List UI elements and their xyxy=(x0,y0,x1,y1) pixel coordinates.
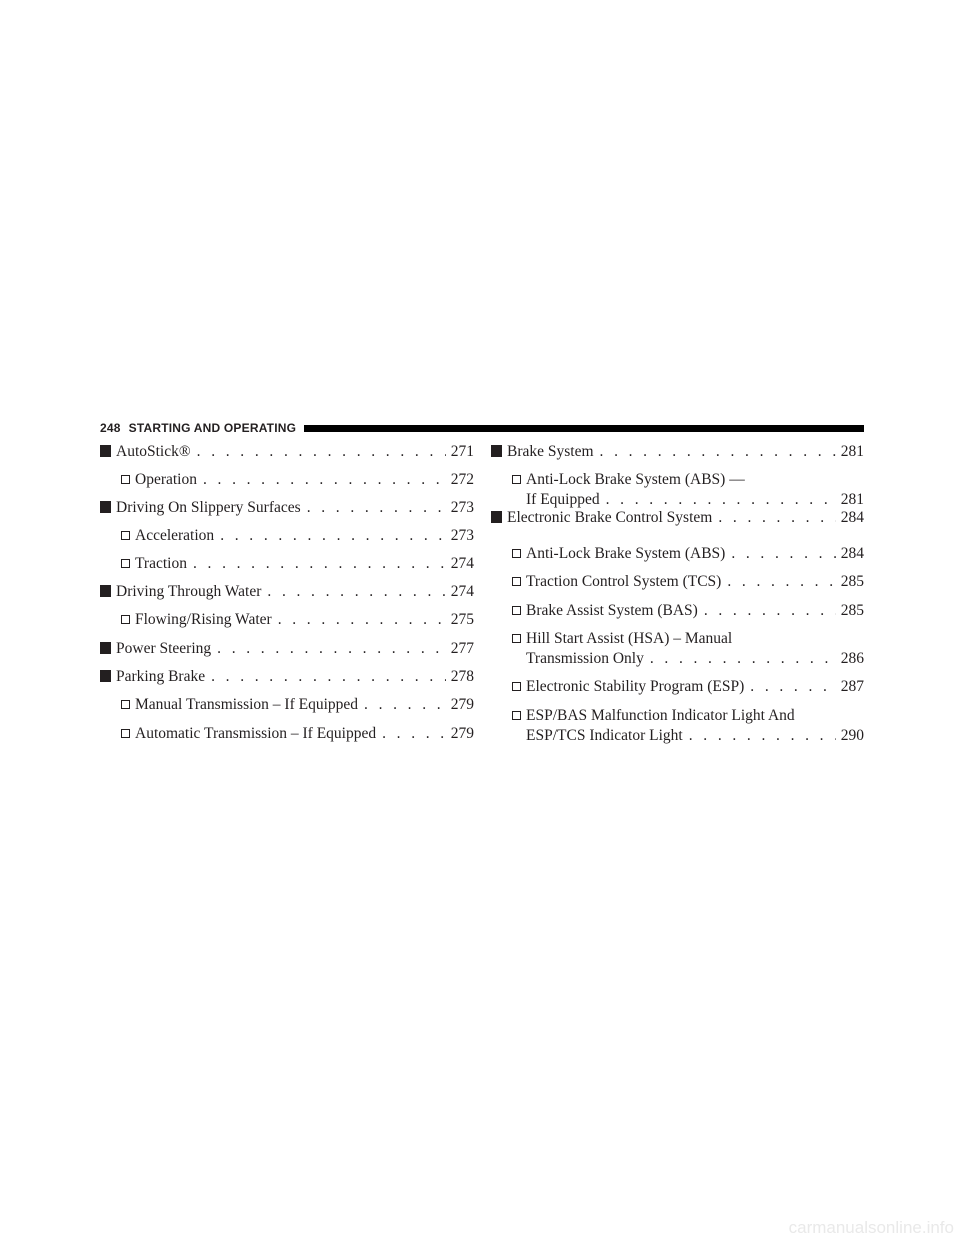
toc-page-number: 286 xyxy=(840,650,864,667)
hollow-square-bullet-icon xyxy=(121,559,130,568)
dot-leader xyxy=(718,508,836,528)
dot-leader xyxy=(307,498,446,518)
toc-entry[interactable] xyxy=(100,667,474,687)
toc-page-number: 287 xyxy=(840,678,864,695)
toc-entry[interactable] xyxy=(100,724,474,744)
toc-entry-line xyxy=(121,695,474,715)
toc-entry-line xyxy=(121,526,474,546)
page-header xyxy=(100,418,864,438)
hollow-square-bullet-icon xyxy=(512,606,521,615)
toc-entry-title: Acceleration xyxy=(135,527,215,544)
toc-page-number: 284 xyxy=(840,509,864,526)
toc-page-number: 284 xyxy=(840,545,864,562)
toc-entry-title: Transmission Only xyxy=(526,650,644,667)
hollow-square-bullet-icon xyxy=(512,682,521,691)
toc-page-number: 273 xyxy=(450,527,474,544)
toc-entry-title: Electronic Brake Control System xyxy=(507,509,713,526)
toc-entry-title: Traction xyxy=(135,555,187,572)
page-number: 248 xyxy=(100,421,121,435)
toc-page-number: 277 xyxy=(450,640,474,657)
toc-page-number: 274 xyxy=(450,583,474,600)
toc-entry-line xyxy=(121,470,474,490)
toc-page-number: 275 xyxy=(450,611,474,628)
dot-leader xyxy=(600,442,836,462)
toc-page-number: 281 xyxy=(840,491,864,508)
toc-entry-title: Operation xyxy=(135,471,197,488)
toc-entry-line xyxy=(100,498,474,518)
toc-entry-title: Hill Start Assist (HSA) – Manual xyxy=(526,630,733,647)
toc-entry[interactable] xyxy=(491,442,864,462)
toc-entry-line xyxy=(100,442,474,462)
toc-entry[interactable] xyxy=(100,639,474,659)
filled-square-bullet-icon xyxy=(100,501,111,513)
toc-entry-title: Traction Control System (TCS) xyxy=(526,573,722,590)
dot-leader xyxy=(704,601,836,621)
toc-entry-line xyxy=(512,726,864,746)
toc-entry-title: Parking Brake xyxy=(116,668,206,685)
hollow-square-bullet-icon xyxy=(121,475,130,484)
filled-square-bullet-icon xyxy=(100,642,111,654)
toc-entry[interactable] xyxy=(491,677,864,697)
dot-leader xyxy=(267,582,446,602)
toc-entry[interactable] xyxy=(100,554,474,574)
watermark: carmanualsonline.info xyxy=(788,1218,954,1237)
toc-entry-line xyxy=(121,610,474,630)
dot-leader xyxy=(278,610,446,630)
dot-leader xyxy=(217,639,446,659)
header-rule xyxy=(304,425,864,432)
toc-entry-title: AutoStick® xyxy=(116,443,191,460)
toc-entry-title: If Equipped xyxy=(526,491,600,508)
dot-leader xyxy=(382,724,446,744)
dot-leader xyxy=(220,526,446,546)
toc-entry-title: Automatic Transmission – If Equipped xyxy=(135,725,377,742)
toc-entry-title: Brake System xyxy=(507,443,594,460)
toc-entry[interactable] xyxy=(100,498,474,518)
toc-page-number: 271 xyxy=(450,443,474,460)
dot-leader xyxy=(750,677,836,697)
toc-entry-title: Power Steering xyxy=(116,640,212,657)
toc-entry-title: Manual Transmission – If Equipped xyxy=(135,696,359,713)
toc-entry-line xyxy=(100,667,474,687)
filled-square-bullet-icon xyxy=(491,511,502,523)
hollow-square-bullet-icon xyxy=(121,700,130,709)
hollow-square-bullet-icon xyxy=(512,711,521,720)
toc-entry-line xyxy=(512,544,864,564)
toc-page-number: 290 xyxy=(840,727,864,744)
toc-entry-title: Anti-Lock Brake System (ABS) xyxy=(526,545,726,562)
toc-entry-line xyxy=(512,649,864,669)
dot-leader xyxy=(731,544,836,564)
toc-entry-line xyxy=(491,508,864,528)
toc-entry[interactable] xyxy=(100,695,474,715)
dot-leader xyxy=(689,726,836,746)
section-title: STARTING AND OPERATING xyxy=(128,421,297,435)
toc-page-number: 273 xyxy=(450,499,474,516)
toc-entry-line xyxy=(512,572,864,592)
dot-leader xyxy=(727,572,836,592)
toc-page-number: 272 xyxy=(450,471,474,488)
toc-entry-line xyxy=(512,601,864,621)
dot-leader xyxy=(203,470,446,490)
toc-entry[interactable] xyxy=(100,526,474,546)
toc-entry[interactable] xyxy=(100,470,474,490)
hollow-square-bullet-icon xyxy=(512,549,521,558)
dot-leader xyxy=(197,442,446,462)
toc-page-number: 285 xyxy=(840,573,864,590)
toc-entry[interactable] xyxy=(491,629,864,669)
filled-square-bullet-icon xyxy=(100,585,111,597)
filled-square-bullet-icon xyxy=(100,445,111,457)
toc-entry-line xyxy=(512,490,864,510)
filled-square-bullet-icon xyxy=(491,445,502,457)
toc-entry-title: Anti-Lock Brake System (ABS) — xyxy=(526,471,745,488)
toc-page-number: 274 xyxy=(450,555,474,572)
toc-entry-line xyxy=(491,442,864,462)
toc-entry[interactable] xyxy=(491,601,864,621)
toc-entry[interactable] xyxy=(491,706,864,746)
toc-entry[interactable] xyxy=(491,572,864,592)
toc-page-number: 278 xyxy=(450,668,474,685)
toc-entry-line xyxy=(121,724,474,744)
toc-page-number: 279 xyxy=(450,725,474,742)
dot-leader xyxy=(211,667,446,687)
hollow-square-bullet-icon xyxy=(512,634,521,643)
dot-leader xyxy=(606,490,836,510)
toc-entry-title: ESP/TCS Indicator Light xyxy=(526,727,683,744)
toc-entry-title: Driving Through Water xyxy=(116,583,262,600)
toc-entry[interactable] xyxy=(491,508,864,528)
toc-entry-line xyxy=(512,470,864,490)
hollow-square-bullet-icon xyxy=(512,577,521,586)
toc-entry[interactable] xyxy=(491,544,864,564)
hollow-square-bullet-icon xyxy=(512,475,521,484)
hollow-square-bullet-icon xyxy=(121,531,130,540)
toc-entry[interactable] xyxy=(491,470,864,510)
toc-entry[interactable] xyxy=(100,610,474,630)
hollow-square-bullet-icon xyxy=(121,729,130,738)
toc-entry[interactable] xyxy=(100,442,474,462)
toc-entry-line xyxy=(121,554,474,574)
toc-entry-line xyxy=(512,706,864,726)
toc-page-number: 281 xyxy=(840,443,864,460)
toc-entry-line xyxy=(100,639,474,659)
toc-entry-title: Driving On Slippery Surfaces xyxy=(116,499,301,516)
toc-entry-line xyxy=(100,582,474,602)
toc-page-number: 279 xyxy=(450,696,474,713)
toc-entry-title: Electronic Stability Program (ESP) xyxy=(526,678,745,695)
dot-leader xyxy=(650,649,836,669)
toc-page-number: 285 xyxy=(840,602,864,619)
toc-entry-title: Brake Assist System (BAS) xyxy=(526,602,698,619)
toc-entry-title: Flowing/Rising Water xyxy=(135,611,272,628)
toc-entry[interactable] xyxy=(100,582,474,602)
dot-leader xyxy=(193,554,446,574)
hollow-square-bullet-icon xyxy=(121,615,130,624)
dot-leader xyxy=(364,695,446,715)
toc-entry-line xyxy=(512,677,864,697)
toc-entry-title: ESP/BAS Malfunction Indicator Light And xyxy=(526,707,795,724)
toc-entry-line xyxy=(512,629,864,649)
filled-square-bullet-icon xyxy=(100,670,111,682)
